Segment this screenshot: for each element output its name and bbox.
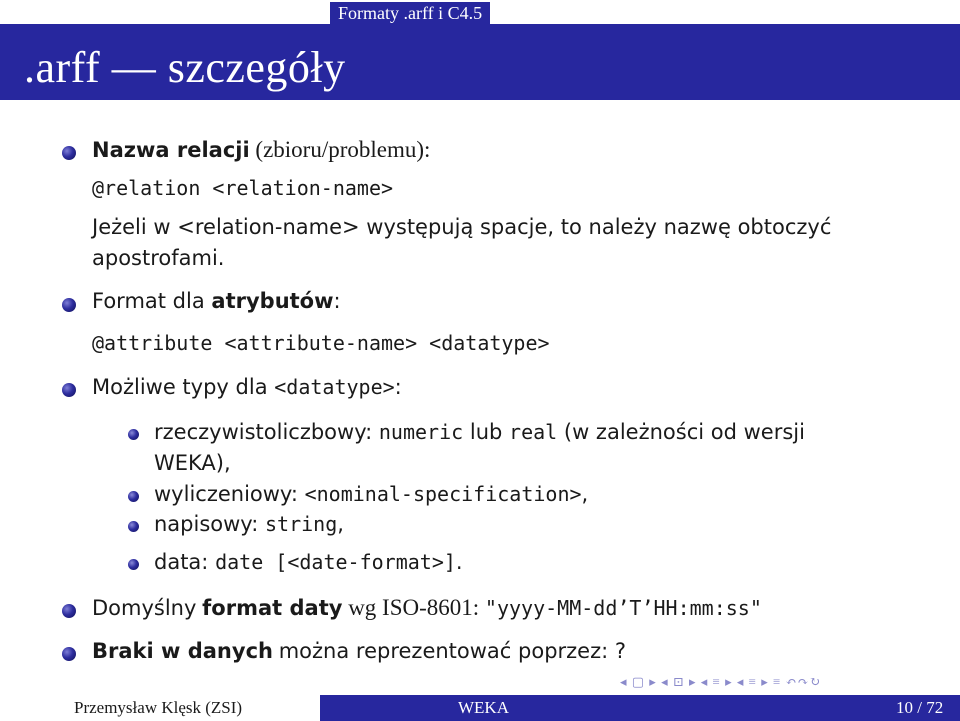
bullet-icon bbox=[62, 647, 76, 661]
numeric-rest: (w zależności od wersji bbox=[563, 420, 805, 444]
relation-label: Nazwa relacji bbox=[92, 138, 250, 162]
attribute-colon: : bbox=[333, 289, 341, 313]
slide-title: .arff — szczegóły bbox=[24, 43, 346, 92]
nominal-code: <nominal-specification> bbox=[304, 482, 582, 506]
numeric-mid: lub bbox=[469, 420, 503, 444]
relation-line bbox=[92, 137, 430, 163]
date-type-code: date [<date-format>] bbox=[215, 550, 456, 574]
attribute-code: @attribute <attribute-name> <datatype> bbox=[92, 331, 550, 355]
running-head: Formaty .arff i C4.5 bbox=[330, 2, 490, 24]
string-code: string bbox=[264, 512, 338, 536]
attribute-line bbox=[92, 289, 341, 313]
sub-item-numeric bbox=[154, 420, 805, 444]
real-code: real bbox=[509, 420, 558, 444]
sub-item-string bbox=[154, 512, 344, 536]
types-code: <datatype> bbox=[274, 375, 395, 399]
top-band bbox=[0, 0, 960, 24]
date-format-line bbox=[92, 595, 762, 621]
bullet-icon bbox=[62, 298, 76, 312]
footer-topic: WEKA bbox=[458, 698, 509, 717]
missing-rest: można reprezentować poprzez: ? bbox=[278, 639, 627, 663]
bullet-icon bbox=[62, 383, 76, 397]
relation-rest: (zbioru/problemu): bbox=[255, 137, 431, 162]
relation-note-line-1: Jeżeli w <relation-name> występują spacje, to należy nazwę obtoczyć bbox=[92, 215, 832, 239]
nominal-prefix: wyliczeniowy: bbox=[154, 482, 298, 506]
date-type-suffix: . bbox=[455, 550, 463, 574]
attribute-prefix: Format dla bbox=[92, 289, 205, 313]
numeric-code: numeric bbox=[378, 420, 464, 444]
sub-bullet-icon bbox=[128, 491, 139, 502]
footer bbox=[0, 695, 960, 721]
string-prefix: napisowy: bbox=[154, 512, 259, 536]
types-colon: : bbox=[394, 375, 402, 399]
sub-item-numeric-cont: WEKA), bbox=[154, 451, 231, 475]
footer-page-number: 10 / 72 bbox=[896, 698, 944, 717]
sub-item-date bbox=[154, 550, 463, 574]
footer-author: Przemysław Klęsk (ZSI) bbox=[74, 698, 243, 717]
relation-code: @relation <relation-name> bbox=[92, 176, 394, 200]
numeric-prefix: rzeczywistoliczbowy: bbox=[154, 420, 373, 444]
missing-line bbox=[92, 638, 626, 664]
date-format-code: "yyyy-MM-dd’T’HH:mm:ss" bbox=[484, 596, 762, 620]
relation-note-line-2: apostrofami. bbox=[92, 246, 225, 270]
top-band-left bbox=[0, 0, 326, 24]
missing-label: Braki w danych bbox=[92, 639, 273, 663]
date-type-prefix: data: bbox=[154, 550, 209, 574]
nominal-suffix: , bbox=[581, 482, 589, 506]
navigation-symbols[interactable]: ◂ ▢ ▸ ◂ ⊡ ▸ ◂ ≡ ▸ ◂ ≡ ▸ ≡ ↶↷↻ bbox=[620, 674, 822, 689]
types-line bbox=[92, 375, 402, 399]
attribute-label: atrybutów bbox=[211, 289, 334, 313]
sub-item-nominal bbox=[154, 482, 588, 506]
sub-bullet-icon bbox=[128, 559, 139, 570]
string-suffix: , bbox=[337, 512, 344, 536]
types-prefix: Możliwe typy dla bbox=[92, 375, 268, 399]
bullet-icon bbox=[62, 604, 76, 618]
sub-bullet-icon bbox=[128, 521, 139, 532]
bullet-icon bbox=[62, 146, 76, 160]
sub-bullet-icon bbox=[128, 429, 139, 440]
date-format-label: format daty bbox=[202, 596, 343, 620]
date-format-prefix: Domyślny bbox=[92, 596, 197, 620]
date-format-mid: wg ISO-8601: bbox=[348, 595, 480, 620]
